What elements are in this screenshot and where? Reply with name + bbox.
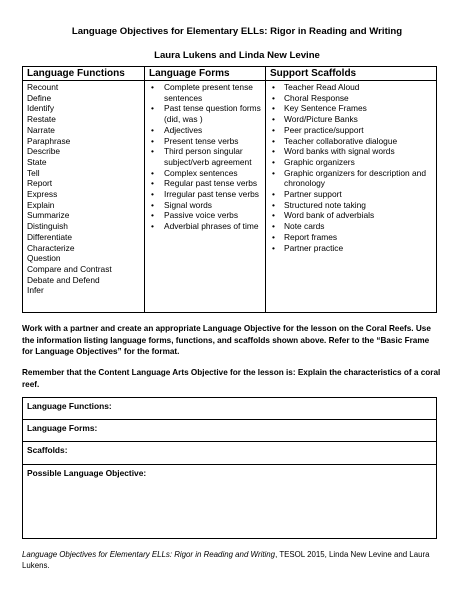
language-objective-field[interactable] bbox=[23, 465, 436, 538]
scaffold-item: • Teacher Read Aloud bbox=[266, 82, 436, 93]
functions-column bbox=[23, 67, 145, 312]
scaffold-item: • Partner practice bbox=[266, 243, 436, 254]
page-title: Language Objectives for Elementary ELLs: Rigor in Reading and Writing bbox=[71, 26, 403, 37]
scaffold-item: • Key Sentence Frames bbox=[266, 103, 436, 114]
scaffold-item: • Structured note taking bbox=[266, 200, 436, 211]
scaffold-item: • Peer practice/support bbox=[266, 125, 436, 136]
forms-list bbox=[145, 81, 265, 232]
form-item: • Past tense question forms (did, was ) bbox=[145, 103, 265, 124]
scaffold-item: • Teacher collaborative dialogue bbox=[266, 136, 436, 147]
scaffold-item: • Report frames bbox=[266, 232, 436, 243]
language-objectives-table bbox=[22, 66, 437, 313]
footer-citation-text: , TESOL 2015, Linda New Levine and Laura Lukens. bbox=[22, 550, 430, 571]
scaffolds-list bbox=[266, 81, 436, 253]
scaffold-item: • Word bank of adverbials bbox=[266, 210, 436, 221]
scaffolds-header: Support Scaffolds bbox=[266, 67, 436, 81]
authors-line: Laura Lukens and Linda New Levine bbox=[154, 50, 320, 61]
function-item: Restate bbox=[27, 114, 56, 125]
scaffolds-column bbox=[266, 67, 436, 312]
forms-column bbox=[145, 67, 266, 312]
language-forms-label: Language Forms: bbox=[27, 423, 98, 433]
form-item: • Signal words bbox=[145, 200, 265, 211]
footer-citation bbox=[22, 549, 442, 572]
footer-italic-title: Language Objectives for Elementary ELLs: Rigor in Reading and Writing bbox=[22, 550, 276, 559]
form-item: • Complex sentences bbox=[145, 168, 265, 179]
language-functions-label: Language Functions: bbox=[27, 401, 112, 411]
functions-header: Language Functions bbox=[23, 67, 144, 81]
function-item: Narrate bbox=[27, 124, 55, 135]
function-item: Distinguish bbox=[27, 221, 68, 232]
function-item: Compare and Contrast bbox=[27, 263, 112, 274]
forms-header: Language Forms bbox=[145, 67, 265, 81]
language-objective-label: Possible Language Objective: bbox=[27, 468, 147, 478]
function-item: Recount bbox=[27, 82, 59, 92]
function-item: Question bbox=[27, 253, 61, 264]
scaffold-item: • Word/Picture Banks bbox=[266, 114, 436, 125]
function-item: Describe bbox=[27, 146, 61, 157]
language-functions-field[interactable] bbox=[23, 398, 436, 420]
scaffolds-label: Scaffolds: bbox=[27, 445, 68, 455]
function-item: Express bbox=[27, 189, 58, 200]
form-item: • Adverbial phrases of time bbox=[145, 221, 265, 232]
function-item: Characterize bbox=[27, 242, 75, 253]
form-item: • Regular past tense verbs bbox=[145, 178, 265, 189]
function-item: Identify bbox=[27, 103, 55, 114]
scaffolds-field[interactable] bbox=[23, 442, 436, 465]
function-item: Summarize bbox=[27, 210, 70, 221]
scaffold-item: • Choral Response bbox=[266, 93, 436, 104]
scaffold-item: • Graphic organizers bbox=[266, 157, 436, 168]
scaffold-item: • Word banks with signal words bbox=[266, 146, 436, 157]
function-item: Differentiate bbox=[27, 231, 73, 242]
functions-list bbox=[23, 81, 144, 296]
scaffold-item: • Partner support bbox=[266, 189, 436, 200]
function-item: Tell bbox=[27, 167, 40, 178]
content-objective-paragraph: Remember that the Content Language Arts Objective for the lesson is: Explain the characteristics of a coral reef. bbox=[22, 368, 441, 389]
language-forms-field[interactable] bbox=[23, 420, 436, 442]
function-item: State bbox=[27, 156, 47, 167]
form-item: • Complete present tense sentences bbox=[145, 82, 265, 103]
function-item: Report bbox=[27, 178, 53, 189]
form-item: • Third person singular subject/verb agreement bbox=[145, 146, 265, 167]
function-item: Explain bbox=[27, 199, 55, 210]
scaffold-item: • Note cards bbox=[266, 221, 436, 232]
function-item: Infer bbox=[27, 285, 44, 296]
form-item: • Adjectives bbox=[145, 125, 265, 136]
form-item: • Present tense verbs bbox=[145, 136, 265, 147]
function-item: Debate and Defend bbox=[27, 274, 100, 285]
form-item: • Passive voice verbs bbox=[145, 210, 265, 221]
instructions-paragraph: Work with a partner and create an appropriate Language Objective for the lesson on the Coral Reefs. Use the information listing language forms, functions, and scaffolds shown above. Refer to the “Basic Frame for Language Objectives” for the format. bbox=[22, 324, 431, 357]
scaffold-item: • Graphic organizers for description and chronology bbox=[266, 168, 436, 189]
form-item: • Irregular past tense verbs bbox=[145, 189, 265, 200]
function-item: Define bbox=[27, 92, 52, 103]
function-item: Paraphrase bbox=[27, 135, 71, 146]
objective-worksheet bbox=[22, 397, 437, 539]
